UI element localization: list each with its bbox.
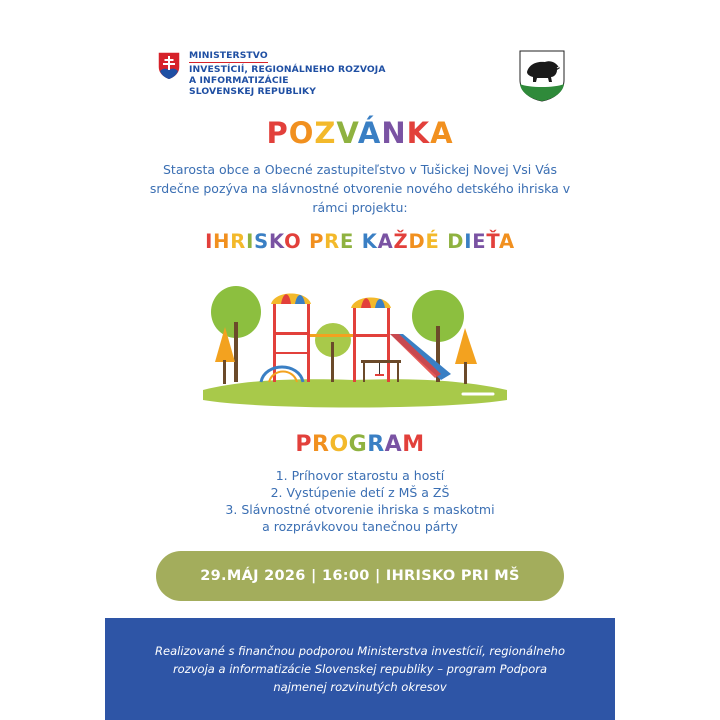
project-name [105, 230, 615, 253]
boar-coat-of-arms-icon [519, 50, 565, 102]
playground-illustration [203, 282, 507, 410]
page-title [105, 116, 615, 150]
list-item: 2. Vystúpenie detí z MŠ a ZŠ [270, 485, 450, 500]
list-item: 3. Slávnostné otvorenie ihriska s maskotmi [225, 502, 495, 517]
ministry-name-line4: SLOVENSKEJ REPUBLIKY [189, 86, 317, 97]
ministry-logo [157, 50, 386, 97]
program-title-text: PROGRAM [295, 432, 425, 457]
funding-text: Realizované s finančnou podporou Ministerstva investícií, regionálneho rozvoja a informatizácie Slovenskej republiky – program Podpora najmenej rozvinutých okresov [155, 644, 565, 694]
ministry-name-line3: A INFORMATIZÁCIE [189, 75, 289, 86]
intro-text: Starosta obce a Obecné zastupiteľstvo v Tušickej Novej Vsi Vás srdečne pozýva na slávnostné otvorenie nového detského ihriska v rámci projektu: [149, 162, 571, 215]
program-title [105, 432, 615, 457]
list-item: a rozprávkovou tanečnou párty [262, 519, 458, 534]
title-text: POZVÁNKA [266, 116, 454, 150]
funding-footer [105, 618, 615, 720]
list-item: 1. Príhovor starostu a hostí [275, 468, 445, 483]
project-name-text: IHRISKO PRE KAŽDÉ DIEŤA [205, 230, 515, 253]
ministry-name-line1: MINISTERSTVO [189, 50, 268, 61]
event-info-badge: 29.MÁJ 2026 | 16:00 | IHRISKO PRI MŠ [156, 551, 564, 601]
invitation-page [105, 0, 615, 720]
program-list [105, 467, 615, 535]
ministry-name-line2: INVESTÍCIÍ, REGIONÁLNEHO ROZVOJA [189, 64, 386, 75]
slovak-coat-of-arms-icon [157, 51, 181, 81]
